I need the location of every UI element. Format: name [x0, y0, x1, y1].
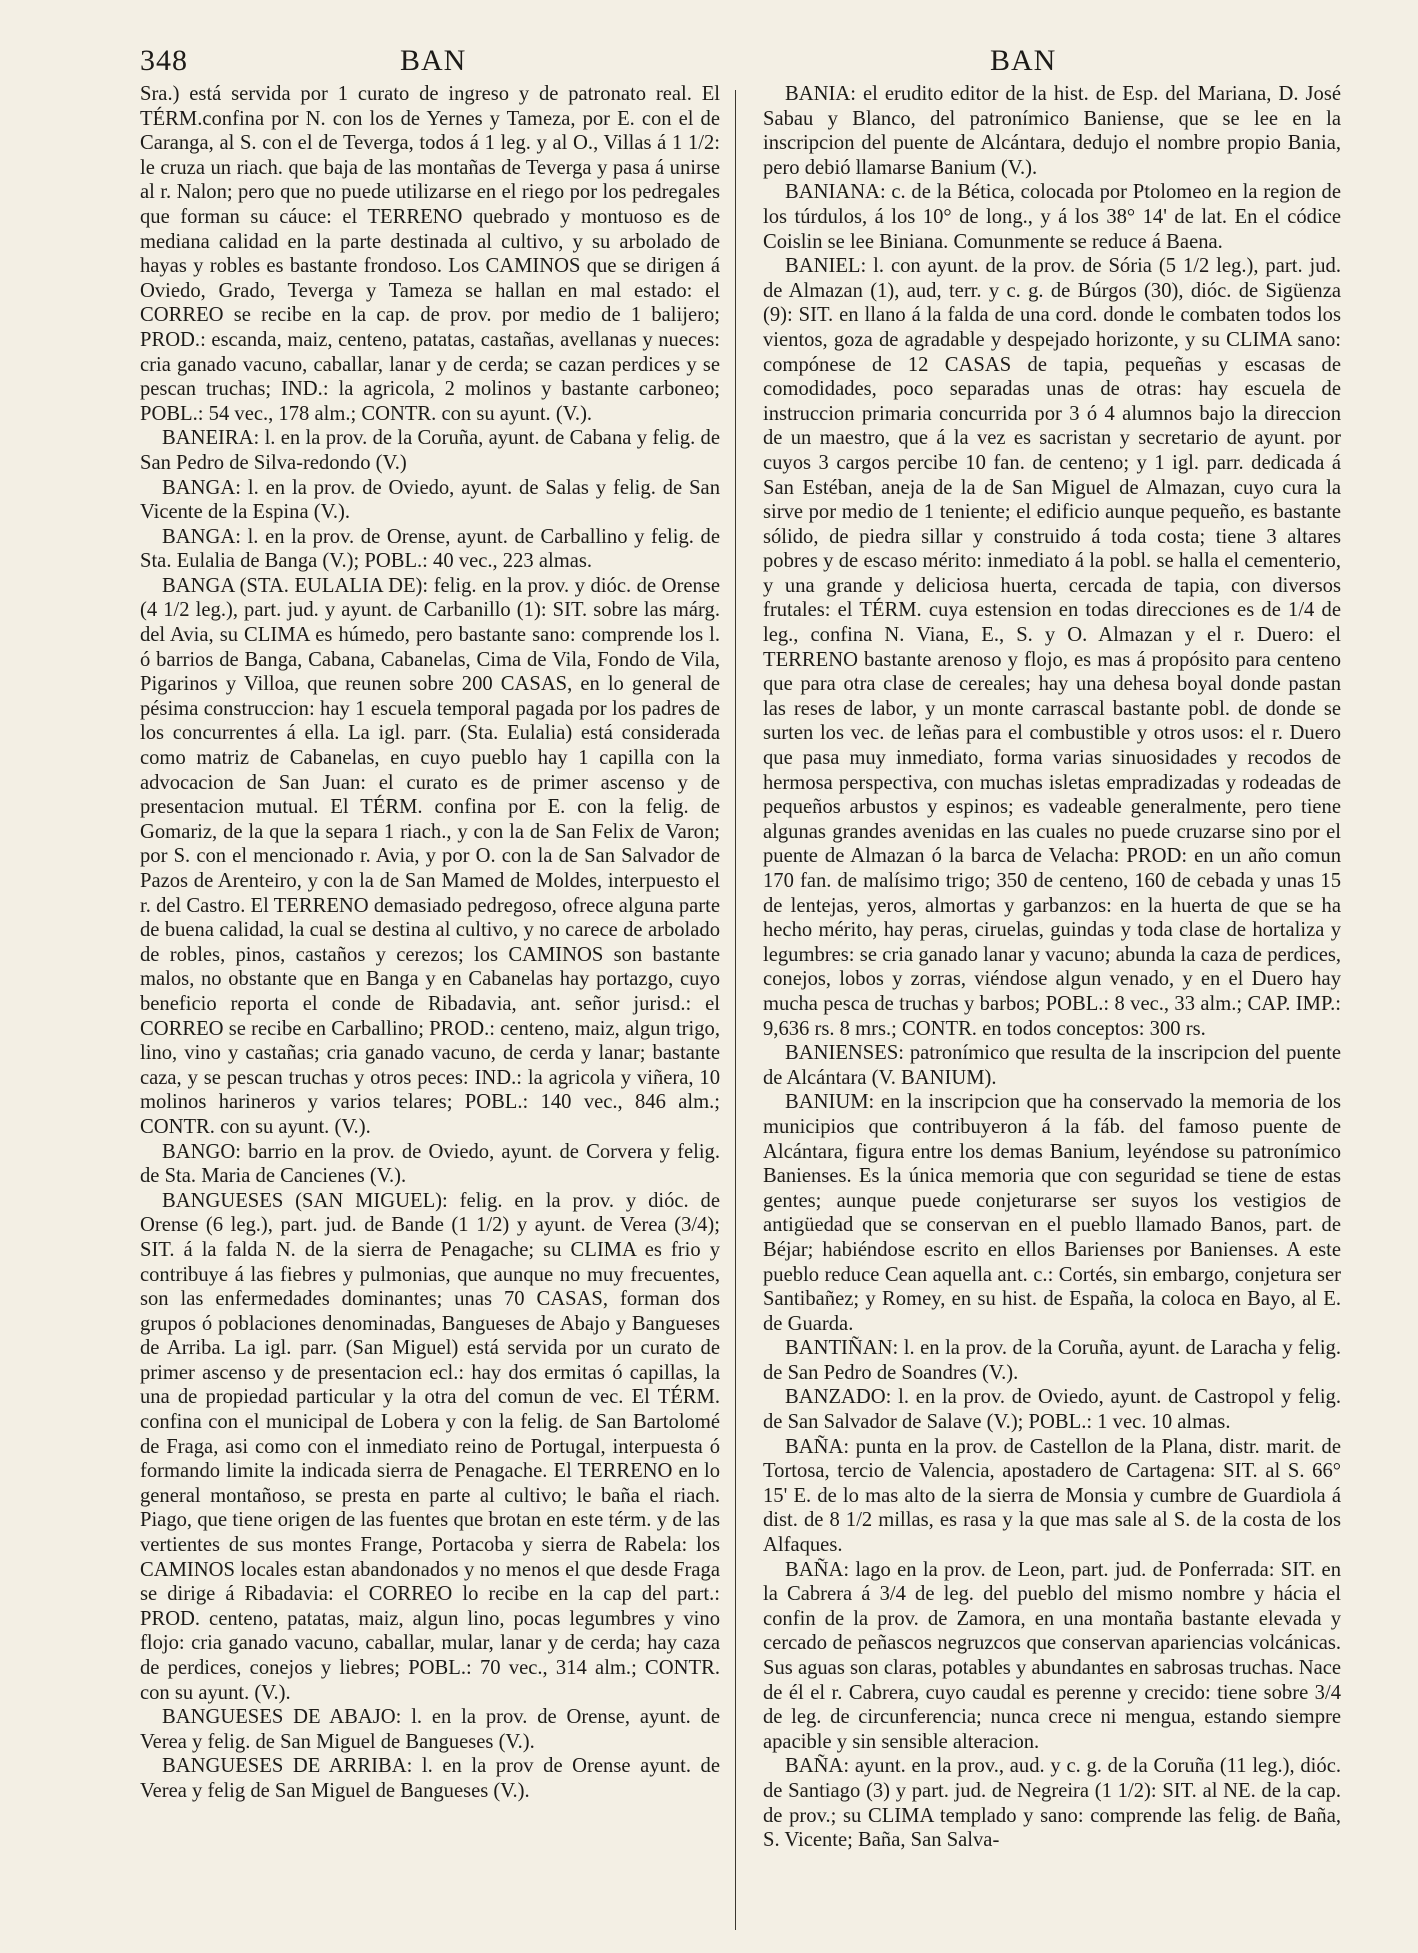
entry-banga-orense: BANGA: l. en la prov. de Orense, ayunt. de Carballino y felig. de Sta. Eulalia de Banga (V.); POBL.: 40 vec., 223 almas. — [140, 525, 720, 573]
entry-baniana: BANIANA: c. de la Bética, colocada por Ptolomeo en la region de los túrdulos, á los 10° de long., y á los 38° 14' de lat. En el códice Coislin se lee Biniana. Comunmente se reduce á Baena. — [763, 181, 1341, 253]
entry-bangueses-de-abajo: BANGUESES DE ABAJO: l. en la prov. de Orense, ayunt. de Verea y felig. de San Miguel de Bangueses (V.). — [140, 1706, 720, 1753]
entry-bana-lago: BAÑA: lago en la prov. de Leon, part. jud. de Ponferrada: SIT. en la Cabrera á 3/4 de leg. del pueblo del mismo nombre y hácia el confin de la prov. de Zamora, en una montaña bastante elevada y cercado de peñascos negruzcos que conservan apariencias volcánicas. Sus aguas son claras, potables y abundantes en sabrosas truchas. Nace de él el r. Cabrera, cuyo caudal es perenne y crecido: tiene sobre 3/4 de leg. de circunferencia; nunca crece ni mengua, estando siempre apacible y sin sensible alteracion. — [763, 1558, 1341, 1753]
right-column — [763, 82, 1341, 1853]
page-number: 348 — [140, 44, 188, 77]
right-running-head: BAN — [990, 44, 1057, 77]
entry-banga-sta-eulalia: BANGA (STA. EULALIA DE): felig. en la prov. y dióc. de Orense (4 1/2 leg.), part. jud. y ayunt. de Carbanillo (1): SIT. sobre las márg. del Avia, su CLIMA es húmedo, pero bastante sano: comprende los l. ó barrios de Banga, Cabana, Cabanelas, Cima de Vila, Fondo de Vila, Pigarinos y Villoa, que reunen sobre 200 CASAS, en lo general de pésima construccion: hay 1 escuela temporal pagada por los padres de los concurrentes á ella. La igl. parr. (Sta. Eulalia) está considerada como matriz de Cabanelas, en cuyo pueblo hay 1 capilla con la advocacion de San Juan: el curato es de primer ascenso y de presentacion mutual. El TÉRM. confina por E. con la felig. de Gomariz, de la que la separa 1 riach., y con la de San Felix de Varon; por S. con el mencionado r. Avia, y por O. con la de San Salvador de Pazos de Arenteiro, y con la de San Mamed de Moldes, interpuesto el r. del Castro. El TERRENO demasiado pedregoso, ofrece alguna parte de buena calidad, la cual se destina al cultivo, y no carece de arbolado de robles, pinos, castaños y cerezos; los CAMINOS son bastante malos, no obstante que en Banga y en Cabanelas hay portazgo, cuyo beneficio reporta el conde de Ribadavia, ant. señor jurisd.: el CORREO se recibe en Carballino; PROD.: centeno, maiz, algun trigo, lino, vino y castañas; cria ganado vacuno, de cerda y lanar; bastante caza, y se pescan truchas y otros peces: IND.: la agricola y viñera, 10 molinos harineros y varios telares; POBL.: 140 vec., 846 alm.; CONTR. con su ayunt. (V.). — [140, 574, 720, 1138]
entry-bango: BANGO: barrio en la prov. de Oviedo, ayunt. de Corvera y felig. de Sta. Maria de Cancienes (V.). — [140, 1140, 720, 1188]
entry-banium: BANIUM: en la inscripcion que ha conservado la memoria de los municipios que contribuyeron á la fáb. del famoso puente de Alcántara, figura entre los demas Banium, leyéndose su patronímico Banienses. Es la única memoria que con seguridad se tiene de estas gentes; aunque puede conjeturarse ser suyos los vestigios de antigüedad que se conservan en el pueblo llamado Banos, part. de Béjar; habiéndose escrito en ellos Barienses por Banienses. A este pueblo reduce Cean aquella ant. c.: Cortés, sin embargo, conjetura ser Santibañez; y Romey, en su hist. de España, la coloca en Bayo, al E. de Guarda. — [763, 1091, 1341, 1335]
entry-bana-ayunt: BAÑA: ayunt. en la prov., aud. y c. g. de la Coruña (11 leg.), dióc. de Santiago (3) y part. jud. de Negreira (1 1/2): SIT. al NE. de la cap. de prov.; su CLIMA templado y sano: comprende las felig. de Baña, S. Vicente; Baña, San Salva- — [763, 1755, 1341, 1852]
entry-bantinan: BANTIÑAN: l. en la prov. de la Coruña, ayunt. de Laracha y felig. de San Pedro de Soandres (V.). — [763, 1337, 1341, 1384]
entry-bana-punta: BAÑA: punta en la prov. de Castellon de la Plana, distr. marit. de Tortosa, tercio de Valencia, apostadero de Cartagena: SIT. al S. 66° 15' E. de lo mas alto de la sierra de Monsia y cumbre de Guardiola á dist. de 8 1/2 millas, es rasa y la que mas sale al S. de la costa de los Alfaques. — [763, 1435, 1341, 1557]
page-header — [140, 44, 1318, 84]
entry-bangueses: BANGUESES (SAN MIGUEL): felig. en la prov. y dióc. de Orense (6 leg.), part. jud. de Bande (1 1/2) y ayunt. de Verea (3/4); SIT. á la falda N. de la sierra de Penagache; su CLIMA es frio y contribuye á las fiebres y pulmonias, que aunque no muy frecuentes, son las enfermedades dominantes; unas 70 CASAS, forman dos grupos ó poblaciones denominadas, Bangueses de Abajo y Bangueses de Arriba. La igl. parr. (San Miguel) está servida por un curato de primer ascenso y de presentacion ecl.: hay dos ermitas ó capillas, la una de propiedad particular y la otra del comun de vec. El TÉRM. confina con el municipal de Lobera y con la felig. de San Bartolomé de Fraga, asi como con el inmediato reino de Portugal, interpuesta ó formando limite la indicada sierra de Penagache. El TERRENO en lo general montañoso, se presta en parte al cultivo; le baña el riach. Piago, que tiene origen de las fuentes que brotan en este térm. y de las vertientes de sus montes Frange, Portacoba y sierra de Rabela: los CAMINOS locales estan abandonados y no menos el que desde Fraga se dirige á Ribadavia: el CORREO lo recibe en la cap del part.: PROD. centeno, patatas, maiz, algun lino, pocas legumbres y vino flojo: cria ganado vacuno, caballar, mular, lanar y de cerda; hay caza de perdices, conejos y liebres; POBL.: 70 vec., 314 alm.; CONTR. con su ayunt. (V.). — [140, 1189, 720, 1704]
column-divider — [735, 90, 736, 1930]
entry-banzado: BANZADO: l. en la prov. de Oviedo, ayunt. de Castropol y felig. de San Salvador de Salave (V.); POBL.: 1 vec. 10 almas. — [763, 1386, 1341, 1434]
entry-text: Sra.) está servida por 1 curato de ingreso y de patronato real. El TÉRM.confina por N. con los de Yernes y Tameza, por E. con el de Caranga, al S. con el de Teverga, todos á 1 leg. y al O., Villas á 1 1/2: le cruza un riach. que baja de las montañas de Teverga y pasa á unirse al r. Nalon; pero que no puede utilizarse en el riego por los pedregales que forman su cáuce: el TERRENO quebrado y montuoso es de mediana calidad en la parte destinada al cultivo, y su arbolado de hayas y robles es bastante frondoso. Los CAMINOS que se dirigen á Oviedo, Grado, Teverga y Tameza se hallan en mal estado: el CORREO se recibe en la cap. de prov. por medio de 1 balijero; PROD.: escanda, maiz, centeno, patatas, castañas, avellanas y nueces: cria ganado vacuno, caballar, lanar y de cerda; se cazan perdices y se pescan truchas; IND.: la agricola, 2 molinos y bastante carboneo; POBL.: 54 vec., 178 alm.; CONTR. con su ayunt. (V.). — [140, 83, 720, 425]
entry-baniel: BANIEL: l. con ayunt. de la prov. de Sória (5 1/2 leg.), part. jud. de Almazan (1), aud, terr. y c. g. de Búrgos (30), dióc. de Sigüenza (9): SIT. en llano á la falda de una cord. donde le combaten todos los vientos, goza de agradable y despejado horizonte, y su CLIMA sano: compónese de 12 CASAS de tapia, pequeñas y escasas de comodidades, poco separadas unas de otras: hay escuela de instruccion primaria concurrida por 3 ó 4 alumnos bajo la direccion de un maestro, que á la vez es sacristan y secretario de ayunt. por cuyos 3 cargos percibe 10 fan. de centeno; y 1 igl. parr. dedicada á San Estéban, aneja de la de San Miguel de Almazan, cuyo cura la sirve por medio de 1 teniente; el edificio aunque pequeño, es bastante sólido, de piedra sillar y construido á toda costa; tiene 3 altares pobres y de escaso mérito: inmediato á la pobl. se halla el cementerio, y una grande y deliciosa huerta, cercada de tapia, con diversos frutales: el TÉRM. cuya estension en todas direcciones es de 1/4 de leg., confina N. Viana, E., S. y O. Almazan y el r. Duero: el TERRENO bastante arenoso y flojo, es mas á propósito para centeno que para otra clase de cereales; hay una dehesa boyal donde pastan las reses de labor, y un monte carrascal bastante pobl. de donde se surten los vec. de leñas para el combustible y otros usos: el r. Duero que pasa muy inmediato, forma varias sinuosidades y recodos de hermosa perspectiva, con muchas isletas empradizadas y rodeadas de pequeños arbustos y espinos; es vadeable generalmente, pero tiene algunas grandes avenidas en las cuales no puede cruzarse sino por el puente de Almazan ó la barca de Velacha: PROD: en un año comun 170 fan. de malísimo trigo; 350 de centeno, 160 de cebada y unas 15 de lentejas, yeros, almortas y garbanzos: en la huerta de que se ha hecho mérito, hay peras, ciruelas, guindas y toda clase de hortaliza y legumbres: se cria ganado lanar y vacuno; abunda la caza de perdices, conejos, lobos y zorras, viéndose algun venado, y en el Duero hay mucha pesca de truchas y barbos; POBL.: 8 vec., 33 alm.; CAP. IMP.: 9,636 rs. 8 mrs.; CONTR. en todos conceptos: 300 rs. — [763, 255, 1341, 1040]
entry-banienses: BANIENSES: patronímico que resulta de la inscripcion del puente de Alcántara (V. BANIUM). — [763, 1042, 1341, 1089]
left-running-head: BAN — [400, 44, 467, 77]
entry-bangueses-de-arriba: BANGUESES DE ARRIBA: l. en la prov de Orense ayunt. de Verea y felig de San Miguel de Bangueses (V.). — [140, 1755, 720, 1802]
entry-banga-oviedo: BANGA: l. en la prov. de Oviedo, ayunt. de Salas y felig. de San Vicente de la Espina (V.). — [140, 476, 720, 524]
left-column — [140, 82, 720, 1804]
entry-bania: BANIA: el erudito editor de la hist. de Esp. del Mariana, D. José Sabau y Blanco, del patronímico Baniense, que se lee en la inscripcion del puente de Alcántara, dedujo el nombre propio Bania, pero debió llamarse Banium (V.). — [763, 83, 1341, 179]
entry-baneira: BANEIRA: l. en la prov. de la Coruña, ayunt. de Cabana y felig. de San Pedro de Silva-redondo (V.) — [140, 427, 720, 474]
